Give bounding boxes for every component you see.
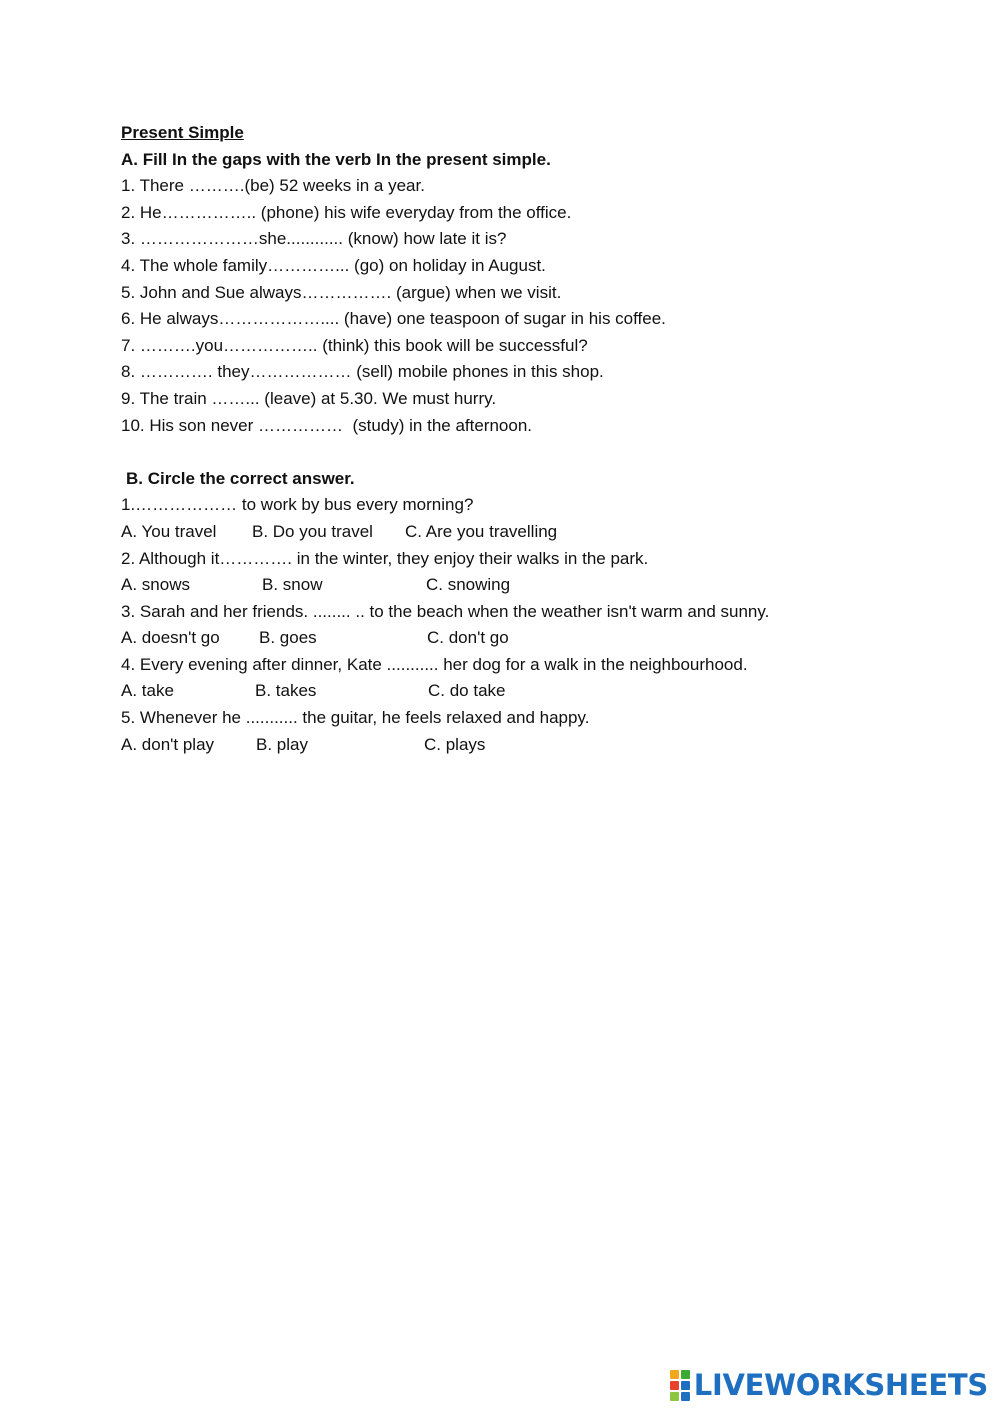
fill-gap-item-2: 2. He…………….. (phone) his wife everyday from the office. [121, 202, 572, 222]
question-4-text: 4. Every evening after dinner, Kate ........... her dog for a walk in the neighbourhood. [121, 654, 748, 674]
question-1-text: 1.……………… to work by bus every morning? [121, 495, 474, 515]
question-2-text: 2. Although it…………. in the winter, they enjoy their walks in the park. [121, 548, 649, 568]
question-4-option-a[interactable]: A. take [121, 681, 174, 701]
logo-mark-block [681, 1381, 690, 1390]
question-2-option-c[interactable]: C. snowing [426, 575, 511, 595]
worksheet [121, 120, 941, 758]
fill-gap-item-6: 6. He always……………….... (have) one teaspoon of sugar in his coffee. [121, 309, 666, 329]
fill-gap-item-9: 9. The train ……... (leave) at 5.30. We must hurry. [121, 388, 497, 408]
question-4-option-c[interactable]: C. do take [428, 681, 506, 701]
logo-text: LIVEWORKSHEETS [693, 1368, 988, 1402]
fill-gap-item-5: 5. John and Sue always……………. (argue) when we visit. [121, 282, 562, 302]
logo-mark-block [670, 1370, 679, 1379]
fill-gap-item-1: 1. There ……….(be) 52 weeks in a year. [121, 176, 425, 196]
question-5-text: 5. Whenever he ........... the guitar, he feels relaxed and happy. [121, 708, 590, 728]
question-2-option-b[interactable]: B. snow [262, 575, 323, 595]
question-5-option-c[interactable]: C. plays [424, 734, 486, 754]
fill-gap-item-10: 10. His son never …………… (study) in the afternoon. [121, 415, 533, 435]
question-2-option-a[interactable]: A. snows [121, 575, 190, 595]
question-3-text: 3. Sarah and her friends. ........ .. to the beach when the weather isn't warm and sunny. [121, 601, 770, 621]
logo-mark-icon [670, 1370, 690, 1401]
logo-mark-block [681, 1392, 690, 1401]
question-5-options [121, 732, 941, 759]
question-1-option-c[interactable]: C. Are you travelling [405, 521, 558, 541]
worksheet-title: Present Simple [121, 123, 244, 142]
question-3-option-b[interactable]: B. goes [259, 628, 317, 648]
question-3-options [121, 625, 941, 652]
question-1-option-b[interactable]: B. Do you travel [252, 521, 373, 541]
fill-gap-item-4: 4. The whole family…………... (go) on holiday in August. [121, 255, 546, 275]
fill-gap-item-3: 3. …………………she............ (know) how late it is? [121, 229, 507, 249]
question-3-option-a[interactable]: A. doesn't go [121, 628, 220, 648]
question-4-options [121, 678, 941, 705]
liveworksheets-logo [670, 1368, 988, 1402]
question-3-option-c[interactable]: C. don't go [427, 628, 509, 648]
question-4-option-b[interactable]: B. takes [255, 681, 317, 701]
fill-gap-item-7: 7. ……….you…………….. (think) this book will be successful? [121, 335, 588, 355]
section-a-heading: A. Fill In the gaps with the verb In the present simple. [121, 149, 551, 169]
question-5-option-a[interactable]: A. don't play [121, 734, 215, 754]
logo-mark-block [670, 1381, 679, 1390]
logo-mark-block [681, 1370, 690, 1379]
question-2-options [121, 572, 941, 599]
question-1-options [121, 519, 941, 546]
question-5-option-b[interactable]: B. play [256, 734, 308, 754]
section-b-heading: B. Circle the correct answer. [126, 468, 355, 488]
fill-gap-item-8: 8. …………. they……………… (sell) mobile phones in this shop. [121, 362, 604, 382]
question-1-option-a[interactable]: A. You travel [121, 521, 217, 541]
logo-mark-block [670, 1392, 679, 1401]
section-spacer [121, 439, 941, 466]
